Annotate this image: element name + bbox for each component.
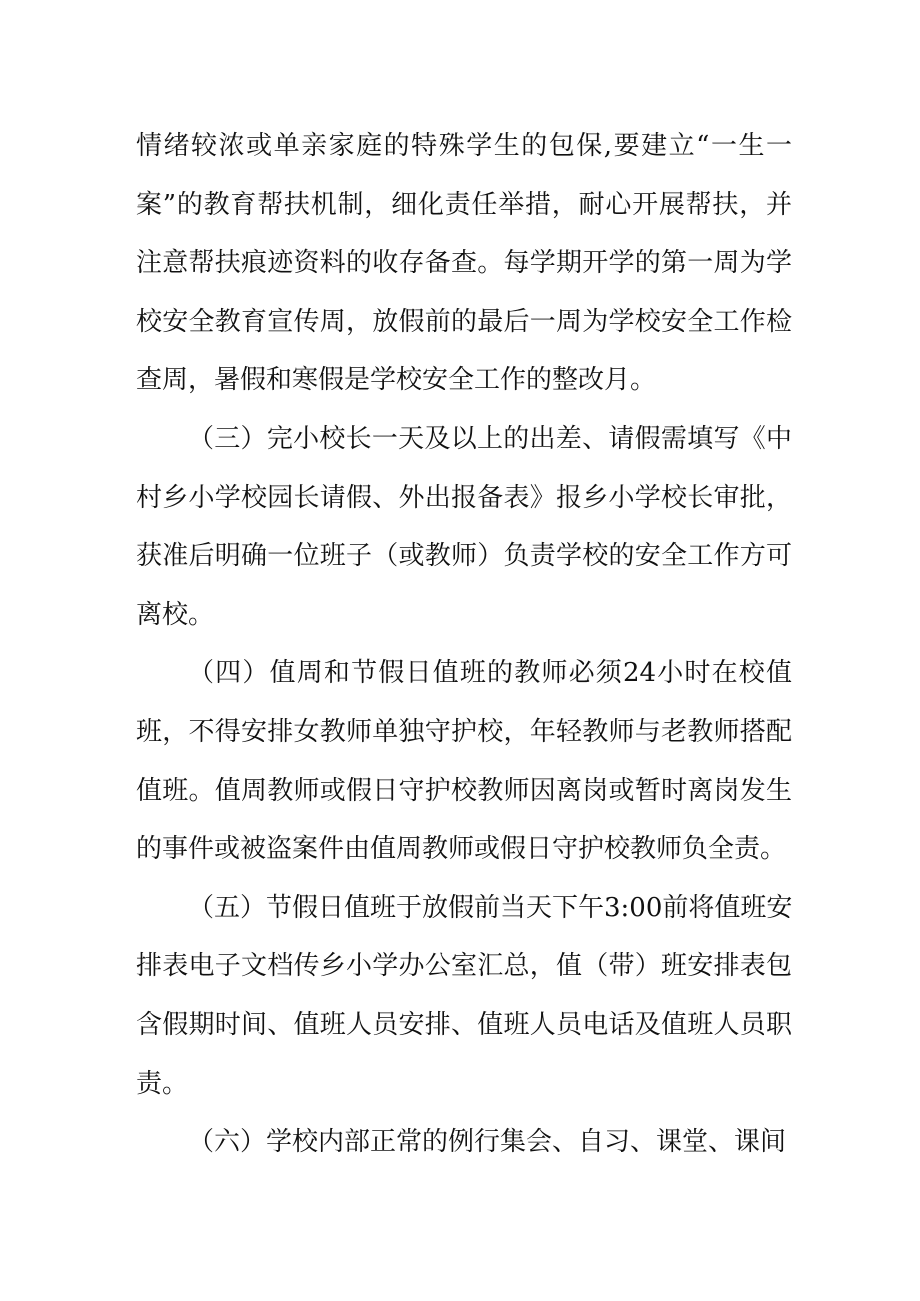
text-line: 案”的教育帮扶机制，细化责任举措，耐心开展帮扶，并 bbox=[136, 189, 792, 220]
text-line: 获准后明确一位班子（或教师）负责学校的安全工作方可 bbox=[136, 541, 792, 572]
text-line: （四）值周和节假日值班的教师必须24小时在校值 bbox=[188, 658, 792, 689]
text-line: 排表电子文档传乡小学办公室汇总，值（带）班安排表包 bbox=[136, 951, 792, 982]
paragraph bbox=[136, 117, 792, 410]
text-line: 含假期时间、值班人员安排、值班人员电话及值班人员职 bbox=[136, 1009, 792, 1040]
text-line: （六）学校内部正常的例行集会、自习、课堂、课间 bbox=[188, 1127, 787, 1158]
text-line: 值班。值周教师或假日守护校教师因离岗或暂时离岗发生 bbox=[136, 775, 792, 806]
text-line: 校安全教育宣传周，放假前的最后一周为学校安全工作检 bbox=[136, 306, 792, 337]
text-line: 班，不得安排女教师单独守护校，年轻教师与老教师搭配 bbox=[136, 716, 792, 747]
paragraph bbox=[136, 644, 792, 878]
text-line: 查周，暑假和寒假是学校安全工作的整改月。 bbox=[136, 365, 657, 396]
text-line: 情绪较浓或单亲家庭的特殊学生的包保,要建立“一生一 bbox=[136, 131, 792, 161]
text-line: 责。 bbox=[136, 1068, 189, 1099]
paragraph bbox=[136, 879, 792, 1113]
paragraph bbox=[136, 1113, 792, 1172]
paragraph bbox=[136, 410, 792, 644]
text-line: （三）完小校长一天及以上的出差、请假需填写《中 bbox=[188, 423, 792, 454]
text-line: 注意帮扶痕迹资料的收存备查。每学期开学的第一周为学 bbox=[136, 248, 792, 279]
text-line: 的事件或被盗案件由值周教师或假日守护校教师负全责。 bbox=[136, 834, 787, 865]
document-body bbox=[136, 117, 792, 1172]
text-line: （五）节假日值班于放假前当天下午3:00前将值班安 bbox=[188, 892, 792, 923]
text-line: 村乡小学校园长请假、外出报备表》报乡小学校长审批， bbox=[136, 482, 792, 513]
text-line: 离校。 bbox=[136, 599, 215, 630]
